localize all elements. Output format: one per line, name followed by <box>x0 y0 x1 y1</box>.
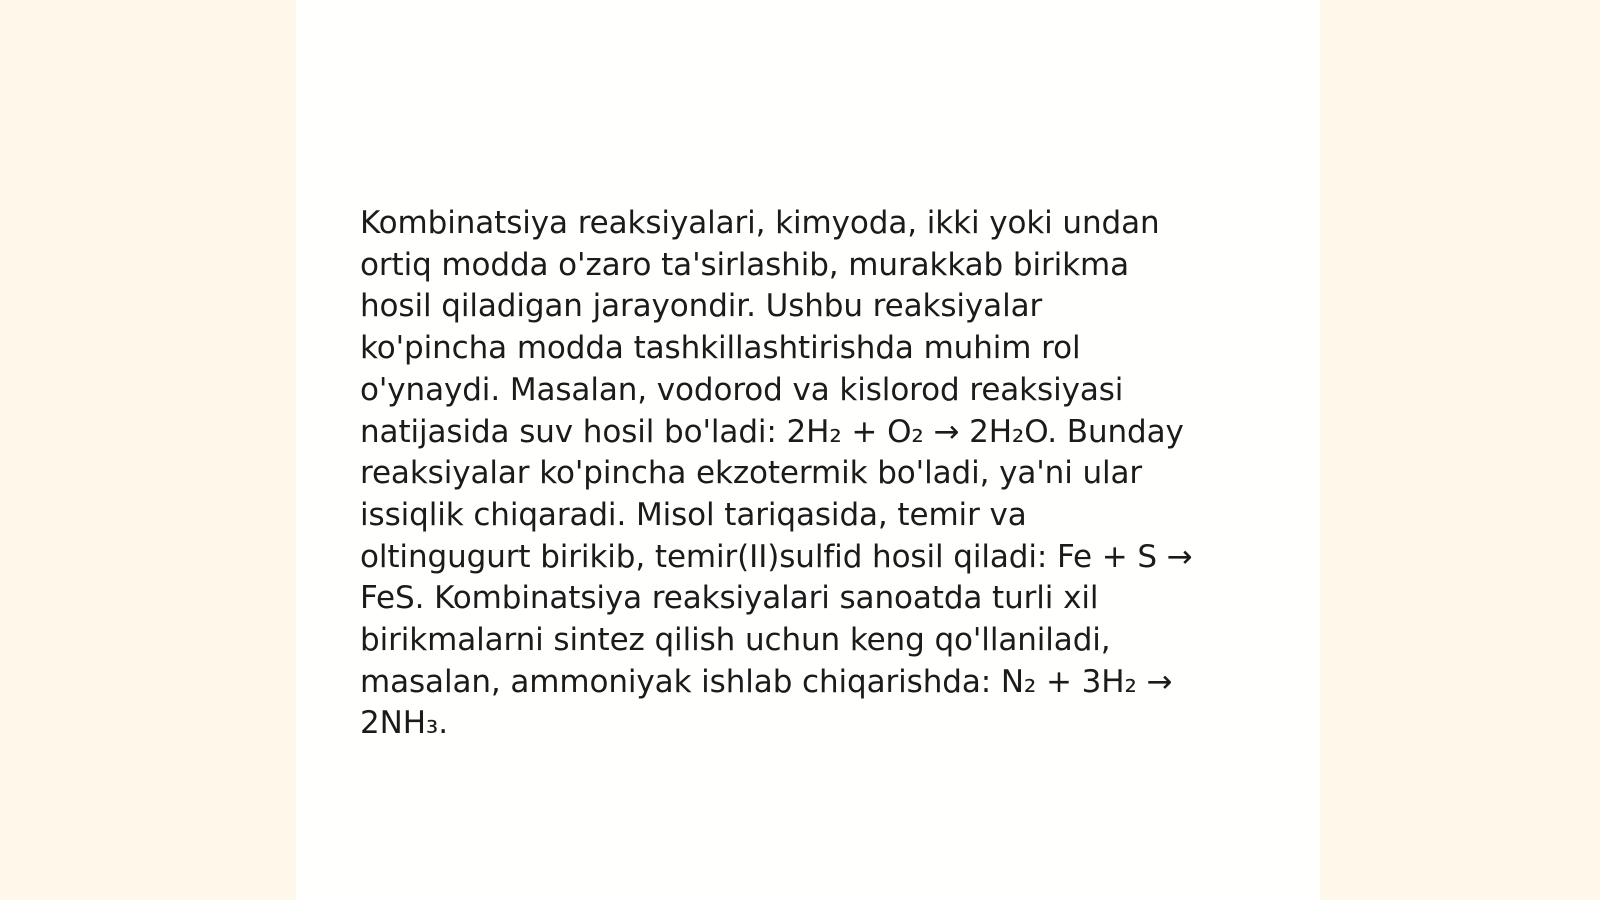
paragraph-line-1: Kombinatsiya reaksiyalari, kimyoda, ikki yoki undan <box>360 205 1160 241</box>
document-page <box>296 0 1320 900</box>
paragraph-line-3: hosil qiladigan jarayondir. Ushbu reaksiyalar <box>360 288 1043 325</box>
paragraph-line-7: reaksiyalar ko'pincha ekzotermik bo'ladi, ya'ni ular <box>360 455 1143 492</box>
paragraph-line-13: 2NH₃. <box>360 705 449 742</box>
paragraph-line-12: masalan, ammoniyak ishlab chiqarishda: N₂ + 3H₂ → <box>360 663 1173 700</box>
left-margin <box>0 0 296 900</box>
right-margin <box>1320 0 1600 900</box>
paragraph-line-5: o'ynaydi. Masalan, vodorod va kislorod reaksiyasi <box>360 371 1124 408</box>
paragraph-line-9: oltingugurt birikib, temir(II)sulfid hosil qiladi: Fe + S → <box>360 538 1193 575</box>
body-paragraph <box>360 203 1240 745</box>
paragraph-line-8: issiqlik chiqaradi. Misol tariqasida, temir va <box>360 496 1027 533</box>
paragraph-line-6: natijasida suv hosil bo'ladi: 2H₂ + O₂ → 2H₂O. Bunday <box>360 413 1184 450</box>
paragraph-line-11: birikmalarni sintez qilish uchun keng qo'llaniladi, <box>360 622 1111 659</box>
paragraph-line-10: FeS. Kombinatsiya reaksiyalari sanoatda turli xil <box>360 580 1099 617</box>
paragraph-line-4: ko'pincha modda tashkillashtirishda muhim rol <box>360 330 1081 367</box>
paragraph-line-2: ortiq modda o'zaro ta'sirlashib, murakkab birikma <box>360 246 1129 283</box>
